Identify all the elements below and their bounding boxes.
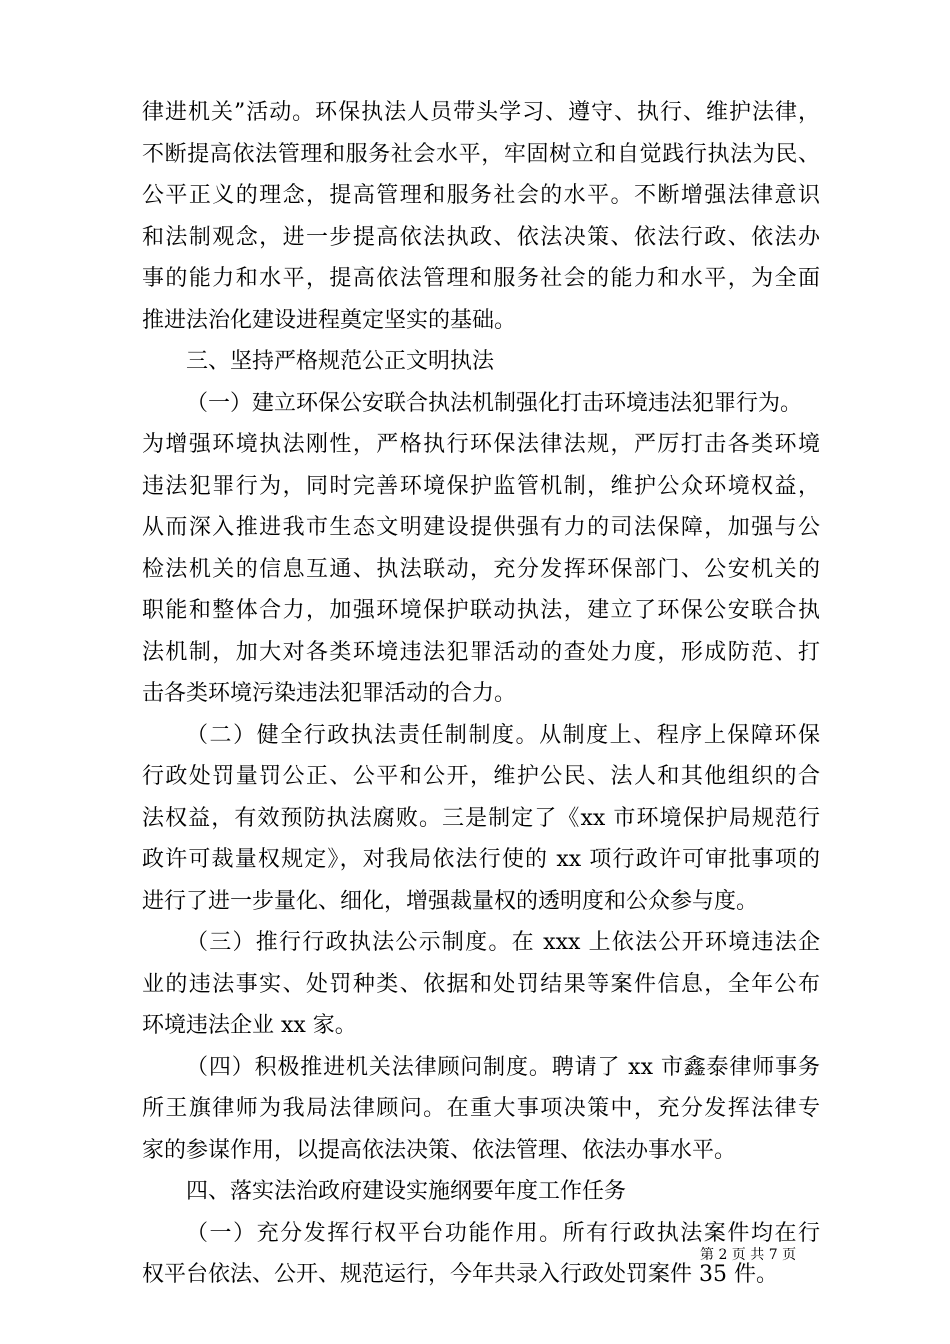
text-line: 行政处罚量罚公正、公平和公开，维护公民、法人和其他组织的合 <box>142 764 820 789</box>
text-line: 从而深入推进我市生态文明建设提供强有力的司法保障，加强与公 <box>142 515 820 540</box>
text-line: （一）充分发挥行权平台功能作用。所有行政执法案件均在行 <box>186 1220 820 1246</box>
section-heading: 四、落实法治政府建设实施纲要年度工作任务 <box>186 1179 627 1204</box>
text-line: 公平正义的理念，提高管理和服务社会的水平。不断增强法律意识 <box>142 183 820 208</box>
text-line: 推进法治化建设进程奠定坚实的基础。 <box>142 307 517 333</box>
page-number: 第 2 页 共 7 页 <box>700 1247 797 1263</box>
text-line: 所王旗律师为我局法律顾问。在重大事项决策中，充分发挥法律专 <box>142 1096 820 1121</box>
text-line: 为增强环境执法刚性，严格执行环保法律法规，严厉打击各类环境 <box>142 432 820 457</box>
text-line: 不断提高依法管理和服务社会水平，牢固树立和自觉践行执法为民、 <box>142 141 820 167</box>
text-line: 业的违法事实、处罚种类、依据和处罚结果等案件信息，全年公布 <box>142 971 820 997</box>
text-line: 法机制，加大对各类环境违法犯罪活动的查处力度，形成防范、打 <box>142 639 820 665</box>
text-line: （四）积极推进机关法律顾问制度。聘请了 xx 市鑫泰律师事务 <box>186 1054 820 1080</box>
text-line: 权平台依法、公开、规范运行，今年共录入行政处罚案件 35 件。 <box>142 1262 778 1287</box>
text-line: 击各类环境污染违法犯罪活动的合力。 <box>142 681 517 706</box>
text-line: 律进机关”活动。环保执法人员带头学习、遵守、执行、维护法律， <box>142 100 820 125</box>
text-line: 法权益，有效预防执法腐败。三是制定了《xx 市环境保护局规范行 <box>142 805 820 831</box>
text-line: （二）健全行政执法责任制制度。从制度上、程序上保障环保 <box>186 722 820 748</box>
text-line: 职能和整体合力，加强环境保护联动执法，建立了环保公安联合执 <box>142 598 820 623</box>
text-line: 违法犯罪行为，同时完善环境保护监管机制，维护公众环境权益， <box>142 473 820 499</box>
text-line: 环境违法企业 xx 家。 <box>142 1013 357 1038</box>
document-body <box>142 92 820 1296</box>
text-line: 检法机关的信息互通、执法联动，充分发挥环保部门、公安机关的 <box>142 556 820 582</box>
section-heading: 三、坚持严格规范公正文明执法 <box>186 349 495 374</box>
text-line: 政许可裁量权规定》，对我局依法行使的 xx 项行政许可审批事项的 <box>142 847 820 872</box>
text-line: （三）推行行政执法公示制度。在 xxx 上依法公开环境违法企 <box>186 930 820 955</box>
text-line: 和法制观念，进一步提高依法执政、依法决策、依法行政、依法办 <box>142 224 820 250</box>
text-line: 事的能力和水平，提高依法管理和服务社会的能力和水平，为全面 <box>142 266 820 291</box>
text-line: 进行了进一步量化、细化，增强裁量权的透明度和公众参与度。 <box>142 888 759 914</box>
text-line: 家的参谋作用，以提高依法决策、依法管理、依法办事水平。 <box>142 1137 737 1163</box>
text-line: （一）建立环保公安联合执法机制强化打击环境违法犯罪行为。 <box>186 390 803 416</box>
